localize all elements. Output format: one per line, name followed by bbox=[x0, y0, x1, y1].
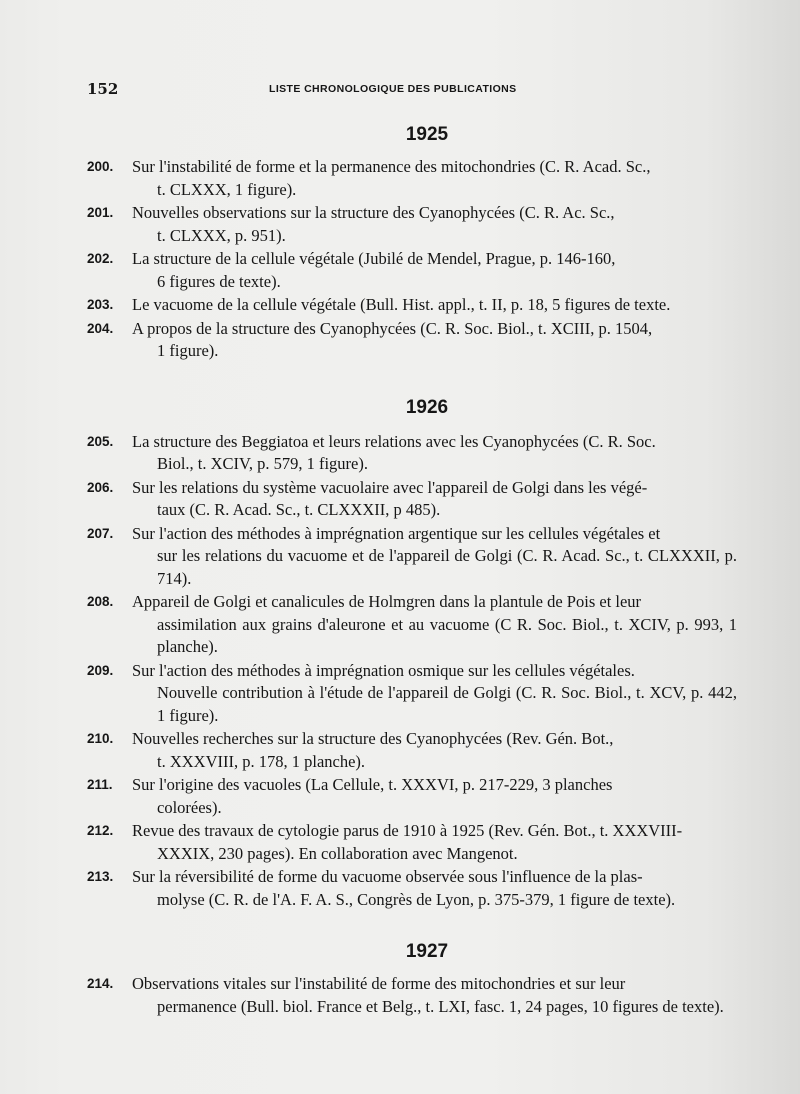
year-heading: 1925 bbox=[405, 124, 449, 145]
entry-first-line: Observations vitales sur l'instabilité de forme des mitochondries et sur leur bbox=[132, 974, 626, 993]
entry-number: 207. bbox=[87, 525, 114, 541]
list-item bbox=[87, 591, 737, 659]
list-item bbox=[87, 318, 737, 363]
entry-continuation: taux (C. R. Acad. Sc., t. CLXXXII, p 485). bbox=[157, 500, 441, 519]
entry-number: 205. bbox=[87, 433, 114, 449]
entry-first-line: La structure de la cellule végétale (Jubilé de Mendel, Prague, p. 146-160, bbox=[132, 249, 616, 268]
year-heading: 1926 bbox=[405, 396, 449, 418]
entry-continuation: Nouvelle contribution à l'étude de l'appareil de Golgi (C. R. Soc. Biol., t. XCV, p. 442, 1 figure). bbox=[157, 683, 737, 725]
entry-continuation: permanence (Bull. biol. France et Belg., t. LXI, fasc. 1, 24 pages, 10 figures de texte). bbox=[157, 996, 724, 1016]
entry-continuation: t. XXXVIII, p. 178, 1 planche). bbox=[157, 751, 366, 771]
list-item bbox=[87, 431, 737, 476]
entry-first-line: Sur l'action des méthodes à imprégnation osmique sur les cellules végétales. bbox=[132, 660, 635, 680]
entry-first-line: Le vacuome de la cellule végétale (Bull. Hist. appl., t. II, p. 18, 5 figures de texte. bbox=[132, 295, 671, 314]
list-item bbox=[87, 248, 737, 293]
entry-first-line: Sur la réversibilité de forme du vacuome observée sous l'influence de la plas- bbox=[132, 867, 643, 886]
publication-list bbox=[87, 118, 737, 1019]
list-item bbox=[87, 820, 737, 865]
entry-continuation: t. CLXXX, p. 951). bbox=[157, 225, 286, 245]
entry-first-line: Nouvelles recherches sur la structure des Cyanophycées (Rev. Gén. Bot., bbox=[132, 729, 614, 748]
year-heading: 1927 bbox=[405, 941, 449, 962]
entry-number: 213. bbox=[87, 869, 114, 884]
list-item bbox=[87, 774, 737, 819]
list-item bbox=[87, 477, 737, 522]
list-item bbox=[87, 156, 737, 201]
entry-first-line: Sur l'instabilité de forme et la permanence des mitochondries (C. R. Acad. Sc., bbox=[132, 157, 651, 176]
entry-continuation: 6 figures de texte). bbox=[157, 271, 281, 291]
entry-continuation: colorées). bbox=[157, 797, 222, 817]
entry-number: 212. bbox=[87, 823, 114, 838]
list-item bbox=[87, 973, 737, 1018]
page-number: 152 bbox=[87, 80, 119, 98]
entry-number: 202. bbox=[87, 251, 114, 266]
entry-first-line: Revue des travaux de cytologie parus de 1910 à 1925 (Rev. Gén. Bot., t. XXXVIII- bbox=[132, 821, 683, 840]
entry-number: 206. bbox=[87, 479, 114, 495]
entry-number: 210. bbox=[87, 731, 114, 746]
entry-first-line: Sur les relations du système vacuolaire avec l'appareil de Golgi dans les végé- bbox=[132, 477, 648, 497]
entry-continuation: 1 figure). bbox=[157, 341, 219, 360]
entry-continuation: assimilation aux grains d'aleurone et au vacuome (C R. Soc. Biol., t. XCIV, p. 993, 1 planche). bbox=[157, 614, 737, 656]
entry-number: 211. bbox=[87, 777, 113, 792]
entry-continuation: molyse (C. R. de l'A. F. A. S., Congrès de Lyon, p. 375-379, 1 figure de texte). bbox=[157, 889, 676, 909]
entry-number: 209. bbox=[87, 662, 114, 678]
entry-first-line: Sur l'origine des vacuoles (La Cellule, t. XXXVI, p. 217-229, 3 planches bbox=[132, 775, 613, 794]
list-item bbox=[87, 866, 737, 911]
list-item bbox=[87, 523, 737, 591]
list-item bbox=[87, 660, 737, 728]
entry-first-line: Sur l'action des méthodes à imprégnation argentique sur les cellules végétales et bbox=[132, 523, 661, 543]
entry-continuation: Biol., t. XCIV, p. 579, 1 figure). bbox=[157, 454, 368, 473]
entry-number: 214. bbox=[87, 976, 114, 991]
entry-number: 203. bbox=[87, 297, 114, 312]
entry-first-line: Appareil de Golgi et canalicules de Holmgren dans la plantule de Pois et leur bbox=[132, 592, 642, 611]
entry-number: 201. bbox=[87, 205, 114, 220]
entry-number: 204. bbox=[87, 320, 114, 336]
entry-continuation: XXXIX, 230 pages). En collaboration avec Mangenot. bbox=[157, 843, 518, 863]
running-title: LISTE CHRONOLOGIQUE DES PUBLICATIONS bbox=[269, 83, 517, 95]
page-header bbox=[87, 80, 727, 100]
entry-continuation: t. CLXXX, 1 figure). bbox=[157, 179, 297, 199]
entry-first-line: A propos de la structure des Cyanophycées (C. R. Soc. Biol., t. XCIII, p. 1504, bbox=[132, 318, 653, 338]
list-item bbox=[87, 294, 737, 317]
list-item bbox=[87, 202, 737, 247]
entry-number: 200. bbox=[87, 159, 114, 174]
list-item bbox=[87, 728, 737, 773]
entry-continuation: sur les relations du vacuome et de l'appareil de Golgi (C. R. Acad. Sc., t. CLXXXII, p. 714). bbox=[157, 546, 737, 588]
entry-number: 208. bbox=[87, 594, 114, 609]
entry-first-line: Nouvelles observations sur la structure des Cyanophycées (C. R. Ac. Sc., bbox=[132, 203, 615, 222]
entry-first-line: La structure des Beggiatoa et leurs relations avec les Cyanophycées (C. R. Soc. bbox=[132, 431, 656, 451]
